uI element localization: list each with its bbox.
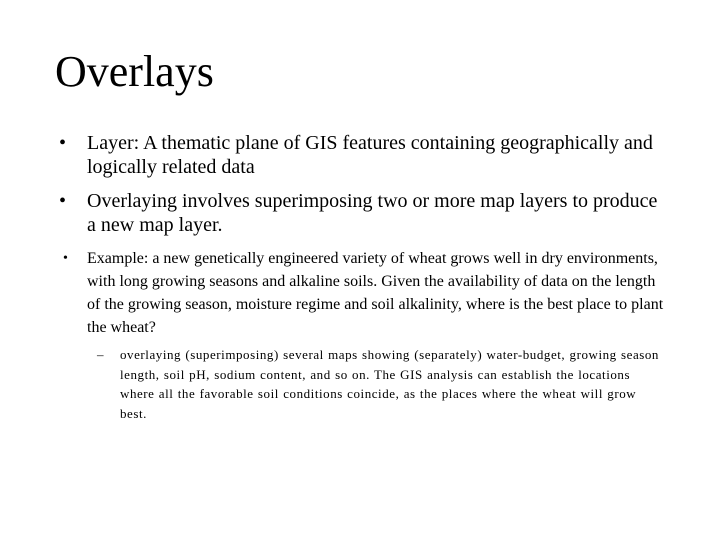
bullet-text: Layer: A thematic plane of GIS features containing geographically and logically related data [87,132,653,178]
bullet-marker: • [63,251,68,266]
sub-bullet-item-overlaying-maps [0,345,665,423]
bullet-list [0,131,720,423]
sub-bullet-text: overlaying (superimposing) several maps showing (separately) water-budget, growing season length, soil pH, sodium content, and so on. The GIS analysis can establish the locations where all the favorable soil conditions coincide, as the places where the wheat will grow best. [120,347,659,421]
sub-bullet-marker: – [97,347,105,362]
bullet-item-overlaying [0,189,667,237]
bullet-item-example [0,247,667,339]
bullet-text: Example: a new genetically engineered variety of wheat grows well in dry environments, with long growing seasons and alkaline soils. Given the availability of data on the length of the growing season, moisture regime and soil alkalinity, where is the best place to plant the wheat? [87,250,664,336]
slide-title: Overlays [55,47,214,96]
bullet-marker: • [59,190,67,212]
bullet-marker: • [59,132,67,154]
bullet-item-layer [0,131,667,179]
bullet-text: Overlaying involves superimposing two or more map layers to produce a new map layer. [87,190,658,236]
